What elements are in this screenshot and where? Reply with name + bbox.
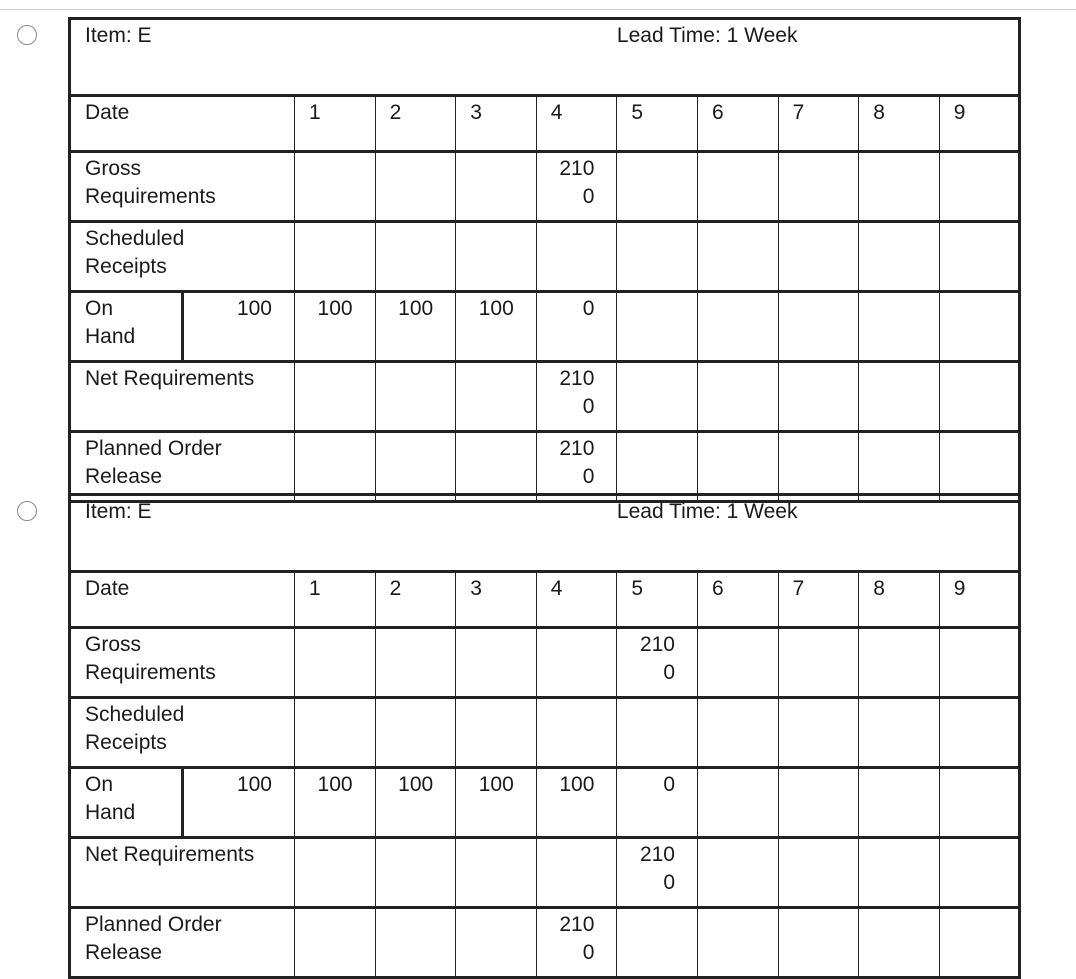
- planned-order-release-cell: [698, 432, 779, 502]
- net-requirements-cell: [859, 362, 940, 432]
- scheduled-receipts-cell: [536, 222, 617, 292]
- planned-order-release-cell: [939, 908, 1020, 978]
- scheduled-receipts-cell: [456, 222, 537, 292]
- planned-order-release-cell: [939, 432, 1020, 502]
- on-hand-value: 0: [663, 773, 675, 796]
- planned-order-release-value-line2: 0: [582, 465, 595, 488]
- lead-time-label: Lead Time: 1 Week: [616, 24, 798, 47]
- gross-requirements-cell: [859, 628, 940, 698]
- scheduled-receipts-cell: [295, 698, 376, 768]
- period-header: [295, 96, 376, 152]
- row-label: Requirements: [85, 185, 216, 208]
- planned-order-release-cell: [295, 432, 376, 502]
- option-2-mrp-table: [68, 493, 1019, 979]
- net-requirements-cell: [375, 362, 456, 432]
- gross-requirements-cell: [456, 628, 537, 698]
- planned-order-release-cell: [456, 432, 537, 502]
- scheduled-receipts-cell: [295, 222, 376, 292]
- row-label-cell: [70, 432, 295, 502]
- on-hand-cell: [778, 768, 859, 838]
- period-number: 2: [389, 577, 402, 600]
- row-label: On: [85, 773, 114, 796]
- period-header: [778, 572, 859, 628]
- on-hand-cell: [375, 768, 456, 838]
- scheduled-receipts-cell: [778, 222, 859, 292]
- period-number: 6: [712, 101, 724, 124]
- net-requirements-cell: [295, 362, 376, 432]
- row-label-cell: [70, 292, 183, 362]
- period-number: 6: [712, 577, 724, 600]
- on-hand-value: 100: [398, 773, 434, 796]
- date-label-cell: [70, 572, 295, 628]
- scheduled-receipts-cell: [778, 698, 859, 768]
- option-1-mrp-table: [68, 17, 1019, 503]
- period-number: 4: [550, 101, 563, 124]
- on-hand-cell: [536, 292, 617, 362]
- period-header: [859, 572, 940, 628]
- period-header: [617, 572, 698, 628]
- gross-requirements-cell: [617, 628, 698, 698]
- net-requirements-value-line1: 210: [559, 367, 595, 390]
- period-number: 8: [873, 577, 885, 600]
- period-header: [375, 572, 456, 628]
- period-number: 1: [309, 101, 321, 124]
- planned-order-release-cell: [778, 432, 859, 502]
- net-requirements-cell: [698, 838, 779, 908]
- gross-requirements-cell: [456, 152, 537, 222]
- row-label: Receipts: [85, 731, 167, 754]
- gross-requirements-cell: [536, 628, 617, 698]
- planned-order-release-value-line2: 0: [582, 941, 595, 964]
- scheduled-receipts-cell: [859, 222, 940, 292]
- scheduled-receipts-cell: [617, 698, 698, 768]
- scheduled-receipts-cell: [939, 698, 1020, 768]
- row-label-cell: [70, 628, 295, 698]
- planned-order-release-cell: [859, 908, 940, 978]
- row-label: On: [85, 297, 114, 320]
- net-requirements-cell: [375, 838, 456, 908]
- scheduled-receipts-cell: [939, 222, 1020, 292]
- on-hand-cell: [375, 292, 456, 362]
- gross-requirements-value-line1: 210: [559, 157, 595, 180]
- net-requirements-cell: [939, 362, 1020, 432]
- on-hand-cell: [778, 292, 859, 362]
- net-requirements-cell: [617, 838, 698, 908]
- planned-order-release-cell: [536, 908, 617, 978]
- mrp-grid: [68, 17, 1021, 503]
- period-header: [375, 96, 456, 152]
- period-number: 3: [470, 577, 482, 600]
- net-requirements-cell: [778, 362, 859, 432]
- row-label-cell: [70, 222, 295, 292]
- planned-order-release-value-line1: 210: [559, 437, 595, 460]
- row-label: Requirements: [85, 661, 216, 684]
- gross-requirements-cell: [939, 152, 1020, 222]
- net-requirements-value-line2: 0: [663, 871, 675, 894]
- gross-requirements-cell: [617, 152, 698, 222]
- on-hand-value: 100: [317, 297, 353, 320]
- lead-time-cell: [617, 495, 1020, 572]
- scheduled-receipts-cell: [375, 698, 456, 768]
- period-header: [939, 96, 1020, 152]
- period-number: 8: [873, 101, 885, 124]
- on-hand-cell: [456, 768, 537, 838]
- planned-order-release-cell: [617, 432, 698, 502]
- row-label: Net Requirements: [85, 367, 255, 390]
- on-hand-cell: [939, 292, 1020, 362]
- on-hand-value: 100: [559, 773, 595, 796]
- item-label: Item: E: [85, 24, 152, 47]
- on-hand-value: 100: [317, 773, 353, 796]
- net-requirements-cell: [536, 362, 617, 432]
- gross-requirements-cell: [859, 152, 940, 222]
- row-label: Hand: [85, 325, 136, 348]
- on-hand-cell: [617, 292, 698, 362]
- on-hand-initial: 100: [236, 297, 272, 320]
- period-header: [698, 96, 779, 152]
- date-label: Date: [85, 577, 130, 600]
- gross-requirements-cell: [698, 152, 779, 222]
- gross-requirements-cell: [375, 628, 456, 698]
- row-label-cell: [70, 838, 295, 908]
- gross-requirements-value-line2: 0: [663, 661, 675, 684]
- period-header: [859, 96, 940, 152]
- period-header: [778, 96, 859, 152]
- item-cell: [70, 495, 617, 572]
- on-hand-initial-cell: [183, 292, 295, 362]
- period-number: 9: [953, 101, 966, 124]
- planned-order-release-cell: [295, 908, 376, 978]
- row-label: Scheduled: [85, 227, 185, 250]
- net-requirements-cell: [698, 362, 779, 432]
- period-number: 5: [631, 577, 644, 600]
- scheduled-receipts-cell: [698, 698, 779, 768]
- scheduled-receipts-cell: [536, 698, 617, 768]
- on-hand-cell: [536, 768, 617, 838]
- period-number: 7: [792, 577, 805, 600]
- on-hand-cell: [456, 292, 537, 362]
- row-label-cell: [70, 698, 295, 768]
- row-label: Net Requirements: [85, 843, 255, 866]
- net-requirements-cell: [939, 838, 1020, 908]
- gross-requirements-cell: [778, 628, 859, 698]
- period-header: [939, 572, 1020, 628]
- planned-order-release-cell: [375, 432, 456, 502]
- period-header: [536, 572, 617, 628]
- planned-order-release-cell: [859, 432, 940, 502]
- row-label: Receipts: [85, 255, 167, 278]
- scheduled-receipts-cell: [617, 222, 698, 292]
- period-number: 5: [631, 101, 644, 124]
- period-number: 9: [953, 577, 966, 600]
- gross-requirements-cell: [536, 152, 617, 222]
- period-header: [617, 96, 698, 152]
- gross-requirements-cell: [939, 628, 1020, 698]
- on-hand-value: 100: [478, 773, 514, 796]
- period-header: [456, 572, 537, 628]
- row-label: Hand: [85, 801, 136, 824]
- on-hand-value: 0: [582, 297, 595, 320]
- date-label-cell: [70, 96, 295, 152]
- period-header: [698, 572, 779, 628]
- on-hand-cell: [295, 292, 376, 362]
- scheduled-receipts-cell: [375, 222, 456, 292]
- row-label: Release: [85, 465, 163, 488]
- row-label-cell: [70, 908, 295, 978]
- mrp-grid: [68, 493, 1021, 979]
- on-hand-cell: [617, 768, 698, 838]
- net-requirements-cell: [295, 838, 376, 908]
- item-label: Item: E: [85, 500, 152, 523]
- on-hand-cell: [939, 768, 1020, 838]
- net-requirements-cell: [456, 838, 537, 908]
- net-requirements-cell: [536, 838, 617, 908]
- net-requirements-cell: [859, 838, 940, 908]
- scheduled-receipts-cell: [859, 698, 940, 768]
- gross-requirements-cell: [698, 628, 779, 698]
- on-hand-initial: 100: [236, 773, 272, 796]
- on-hand-value: 100: [398, 297, 434, 320]
- option-2-radio[interactable]: [17, 501, 37, 521]
- lead-time-cell: [617, 19, 1020, 96]
- period-number: 2: [389, 101, 402, 124]
- lead-time-label: Lead Time: 1 Week: [616, 500, 798, 523]
- date-label: Date: [85, 101, 130, 124]
- net-requirements-value-line1: 210: [639, 843, 675, 866]
- gross-requirements-cell: [375, 152, 456, 222]
- on-hand-cell: [859, 292, 940, 362]
- scheduled-receipts-cell: [698, 222, 779, 292]
- option-1-radio[interactable]: [17, 25, 37, 45]
- gross-requirements-value-line1: 210: [639, 633, 675, 656]
- row-label: Release: [85, 941, 163, 964]
- on-hand-cell: [698, 768, 779, 838]
- item-cell: [70, 19, 617, 96]
- planned-order-release-cell: [536, 432, 617, 502]
- period-number: 7: [792, 101, 805, 124]
- row-label: Gross: [85, 633, 142, 656]
- row-label-cell: [70, 362, 295, 432]
- period-number: 4: [550, 577, 563, 600]
- on-hand-value: 100: [478, 297, 514, 320]
- planned-order-release-cell: [617, 908, 698, 978]
- net-requirements-cell: [778, 838, 859, 908]
- row-label: Scheduled: [85, 703, 185, 726]
- net-requirements-value-line2: 0: [582, 395, 595, 418]
- on-hand-cell: [698, 292, 779, 362]
- planned-order-release-cell: [778, 908, 859, 978]
- row-label: Planned Order: [85, 913, 222, 936]
- net-requirements-cell: [456, 362, 537, 432]
- period-number: 1: [309, 577, 321, 600]
- row-label-cell: [70, 768, 183, 838]
- gross-requirements-cell: [295, 152, 376, 222]
- net-requirements-cell: [617, 362, 698, 432]
- period-header: [456, 96, 537, 152]
- planned-order-release-cell: [698, 908, 779, 978]
- on-hand-cell: [295, 768, 376, 838]
- row-label: Gross: [85, 157, 142, 180]
- on-hand-initial-cell: [183, 768, 295, 838]
- period-number: 3: [470, 101, 482, 124]
- on-hand-cell: [859, 768, 940, 838]
- gross-requirements-cell: [295, 628, 376, 698]
- row-label-cell: [70, 152, 295, 222]
- row-label: Planned Order: [85, 437, 222, 460]
- planned-order-release-cell: [375, 908, 456, 978]
- gross-requirements-cell: [778, 152, 859, 222]
- period-header: [536, 96, 617, 152]
- planned-order-release-cell: [456, 908, 537, 978]
- planned-order-release-value-line1: 210: [559, 913, 595, 936]
- period-header: [295, 572, 376, 628]
- top-divider: [0, 9, 1076, 10]
- gross-requirements-value-line2: 0: [582, 185, 595, 208]
- scheduled-receipts-cell: [456, 698, 537, 768]
